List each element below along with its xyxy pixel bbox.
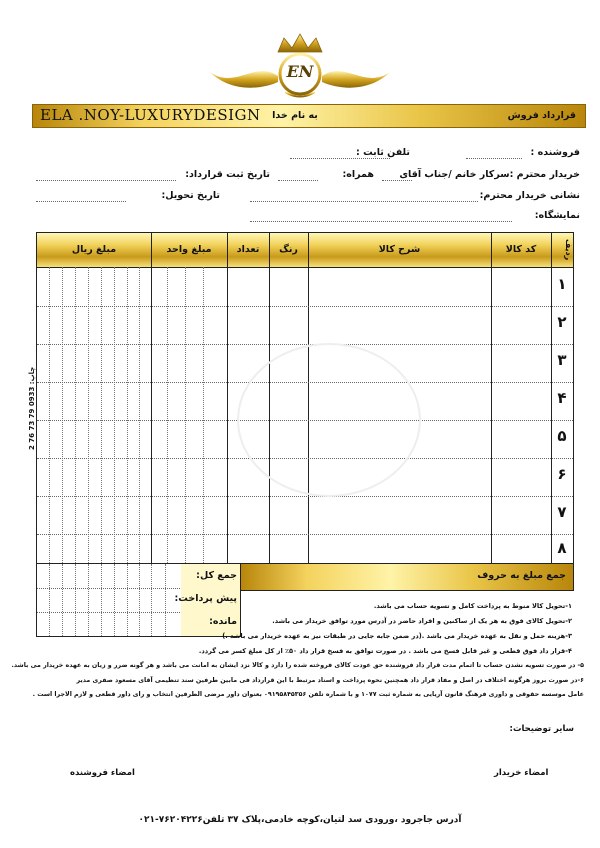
row-number: ۳	[557, 351, 567, 369]
mobile-field[interactable]	[278, 180, 318, 181]
watermark-monogram	[237, 343, 421, 497]
row-number-cell	[551, 539, 573, 557]
term-2: ۲-تحویل کالای فوق به هر یک از ساکنین و افراد حاضر در آدرس مورد توافق خریدار می باشد.	[272, 617, 572, 625]
seller-signature[interactable]: امضاء فروشنده	[70, 768, 135, 778]
row-number: ۲	[557, 313, 567, 331]
row-number-cell	[551, 465, 573, 483]
brand-name: ELA .NOY-LUXURYDESIGN	[40, 106, 261, 124]
showroom-field[interactable]	[250, 221, 512, 222]
term-3: ۳-هزینه حمل و نقل به عهده خریدار می باشد .(در ضمن جابه جایی در طبقات نیز به عهده خریدار می باشد .)	[222, 632, 572, 640]
brand-emblem	[200, 30, 400, 100]
row-number: ۷	[557, 503, 567, 521]
landline-label: تلفن ثابت :	[355, 147, 410, 158]
showroom-label: نمایشگاه:	[534, 210, 580, 221]
header-unit-price: مبلغ واحد	[166, 244, 212, 255]
row-number-cell	[551, 313, 573, 331]
buyer-address-field[interactable]	[250, 201, 478, 202]
row-number-cell	[551, 351, 573, 369]
term-6-cont: عامل موسسه حقوقی و داوری فرهنگ قانون آریایی به شماره ثبت ۱۰۷۷ و با شماره تلفن ۰۹۱۹۵۸۴۵۳۵۶ بعنوان داور مرضی الطرفین انتخاب و رای داور قطعی و لازم الاجرا است .	[32, 691, 584, 698]
row-number-cell	[551, 427, 573, 445]
row-number-cell	[551, 275, 573, 293]
buyer-field[interactable]	[382, 180, 412, 181]
prepayment-label: پیش پرداخت:	[174, 593, 237, 604]
row-number: ۵	[557, 427, 567, 445]
seller-field[interactable]	[466, 158, 522, 159]
side-print: چاپ: 0933 79 73 76 2	[28, 366, 36, 450]
buyer-address-label: نشانی خریدار محترم:	[479, 190, 580, 201]
delivery-date-field[interactable]	[36, 201, 126, 202]
header-color: رنگ	[279, 244, 298, 255]
header-quantity: تعداد	[236, 244, 260, 255]
balance-label: مانده:	[209, 616, 237, 627]
footer-address: آدرس جاجرود ،ورودی سد لتیان،کوچه خادمی،پلاک ۳۷ تلفن۷۶۲۰۴۲۲۶-۰۲۱	[138, 815, 462, 825]
row-number-cell	[551, 389, 573, 407]
mobile-label: همراه:	[342, 169, 374, 180]
term-4: ۴-قرار داد فوق قطعی و غیر قابل فسخ می باشد . در صورت توافق به فسخ قرار داد ۵۰٪ از کل مبلغ کسر می گردد.	[198, 647, 572, 655]
other-notes-label: سایر توضیحات:	[509, 724, 574, 734]
header-amount: مبلغ ریال	[71, 244, 117, 255]
header-row-number: ردیف	[564, 239, 573, 261]
total-in-words-label: جمع مبلغ به حروف	[477, 570, 566, 581]
contract-date-field[interactable]	[36, 180, 176, 181]
row-number: ۱	[557, 275, 567, 293]
totals-amount-grid	[36, 563, 183, 637]
bismillah: به نام خدا	[272, 110, 318, 121]
buyer-signature[interactable]: امضاء خریدار	[494, 768, 549, 778]
seller-label: فروشنده :	[530, 147, 580, 158]
row-number: ۶	[557, 465, 567, 483]
row-number: ۴	[557, 389, 567, 407]
delivery-date-label: تاریخ تحویل:	[161, 190, 220, 201]
form-title: قرارداد فروش	[507, 110, 576, 121]
row-number-cell	[551, 503, 573, 521]
monogram: EN	[286, 62, 314, 81]
buyer-label: خریدار محترم :سرکار خانم /جناب آقای	[399, 169, 580, 180]
term-1: ۱-تحویل کالا منوط به پرداخت کامل و تسویه حساب می باشد.	[373, 602, 572, 610]
term-5: ۵- در صورت تسویه نشدن حساب تا اتمام مدت قرار داد فروشنده حق عودت کالای فروخته شده را دارد و کالا نزد ایشان به امانت می باشد و هر گونه ضرر و زیان به عهده خریدار می باشد.	[11, 662, 584, 669]
row-number: ۸	[557, 539, 567, 557]
items-table	[36, 232, 574, 564]
term-6: ۶-در صورت بروز هرگونه اختلاف در اصل و مفاد قرار داد همچنین نحوه پرداخت و اسناد مرتبط با این قرارداد فی مابین طرفین سند تنظیمی آقای مسعود صفری مدیر	[76, 677, 584, 684]
header-description: شرح کالا	[378, 244, 421, 255]
landline-field[interactable]	[290, 158, 390, 159]
contract-date-label: تاریخ ثبت قرارداد:	[185, 169, 270, 180]
header-code: کد کالا	[505, 244, 537, 255]
sum-label: جمع کل:	[196, 570, 237, 581]
